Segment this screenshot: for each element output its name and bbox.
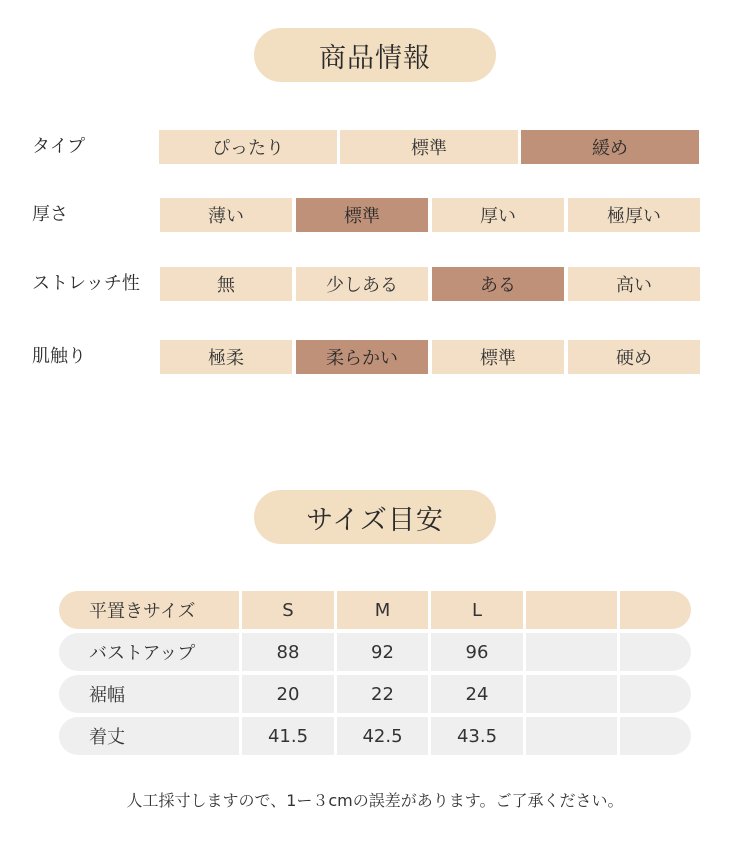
- size-cell: 88: [276, 641, 300, 663]
- product-info-title: 商品情報: [254, 28, 496, 82]
- table-row: [59, 633, 691, 671]
- size-cell: [620, 675, 691, 713]
- attribute-label: タイプ: [32, 136, 86, 157]
- size-cell: [620, 591, 691, 629]
- column-divider: [428, 675, 431, 713]
- column-divider: [428, 717, 431, 755]
- attribute-option: 標準: [432, 340, 564, 374]
- size-cell: L: [471, 599, 483, 621]
- column-divider: [617, 591, 620, 629]
- attribute-option: 厚い: [432, 198, 564, 232]
- size-cell: [526, 675, 617, 713]
- attribute-option: ある: [432, 267, 564, 301]
- column-divider: [334, 717, 337, 755]
- size-cell: M: [374, 599, 391, 621]
- size-cell: S: [282, 599, 294, 621]
- attribute-label: 厚さ: [32, 204, 68, 225]
- attribute-option: 薄い: [160, 198, 292, 232]
- column-divider: [239, 717, 242, 755]
- size-cell: 96: [465, 641, 489, 663]
- attribute-option: 標準: [340, 130, 518, 164]
- size-cell: 22: [371, 683, 394, 705]
- size-cell: 41.5: [267, 725, 309, 747]
- row-label: バストアップ: [89, 643, 196, 664]
- column-divider: [239, 633, 242, 671]
- attribute-option: 無: [160, 267, 292, 301]
- size-cell: 92: [371, 641, 394, 663]
- column-divider: [239, 675, 242, 713]
- column-divider: [523, 675, 526, 713]
- column-divider: [239, 591, 242, 629]
- attribute-label: ストレッチ性: [32, 273, 140, 294]
- column-divider: [617, 717, 620, 755]
- size-guide-title: サイズ目安: [254, 490, 496, 544]
- table-row: [59, 675, 691, 713]
- attribute-label: 肌触り: [32, 346, 86, 367]
- attribute-option: 柔らかい: [296, 340, 428, 374]
- column-divider: [617, 675, 620, 713]
- size-cell: 43.5: [456, 725, 498, 747]
- attribute-option: 緩め: [521, 130, 699, 164]
- attribute-option: 硬め: [568, 340, 700, 374]
- measurement-note: 人工採寸しますので、1ー３cmの誤差があります。ご了承ください。: [126, 791, 624, 810]
- column-divider: [334, 633, 337, 671]
- attribute-row: [0, 130, 750, 164]
- attribute-row: [0, 198, 750, 232]
- table-row: [59, 717, 691, 755]
- size-cell: [526, 633, 617, 671]
- column-divider: [334, 675, 337, 713]
- column-divider: [617, 633, 620, 671]
- size-cell: [526, 717, 617, 755]
- attribute-option: 極厚い: [568, 198, 700, 232]
- attribute-row: [0, 340, 750, 374]
- size-cell: [620, 717, 691, 755]
- size-cell: [620, 633, 691, 671]
- size-cell: [526, 591, 617, 629]
- attribute-row: [0, 267, 750, 301]
- row-label: 着丈: [89, 727, 125, 748]
- row-label: 平置きサイズ: [89, 601, 196, 622]
- attribute-option: 標準: [296, 198, 428, 232]
- row-label: 裾幅: [89, 685, 125, 706]
- attribute-option: 極柔: [160, 340, 292, 374]
- column-divider: [523, 633, 526, 671]
- size-cell: 24: [465, 683, 489, 705]
- column-divider: [428, 591, 431, 629]
- size-table-header: [59, 591, 691, 629]
- column-divider: [428, 633, 431, 671]
- attribute-option: 高い: [568, 267, 700, 301]
- attribute-option: ぴったり: [159, 130, 337, 164]
- size-cell: 42.5: [362, 725, 403, 747]
- size-cell: 20: [276, 683, 300, 705]
- column-divider: [334, 591, 337, 629]
- column-divider: [523, 717, 526, 755]
- attribute-option: 少しある: [296, 267, 428, 301]
- column-divider: [523, 591, 526, 629]
